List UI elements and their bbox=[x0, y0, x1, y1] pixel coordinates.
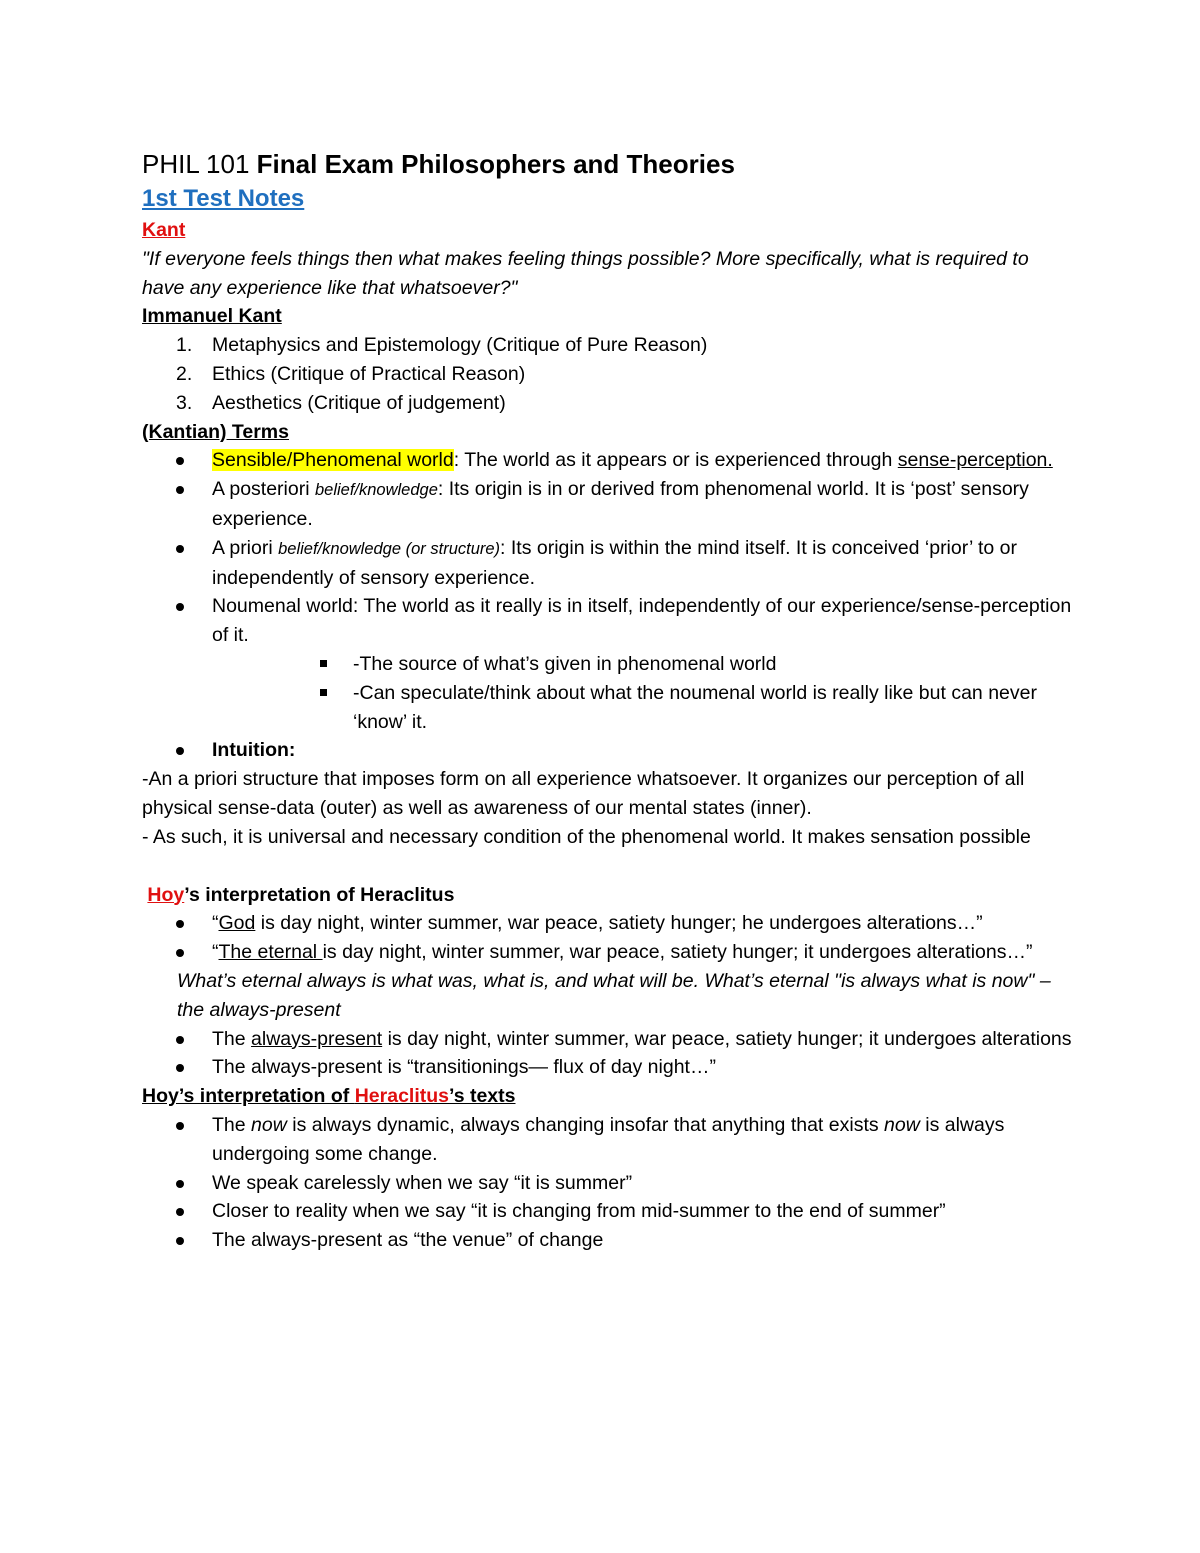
list-item bbox=[142, 1197, 1072, 1226]
bullet-icon bbox=[176, 1237, 184, 1245]
quote-mark: “ bbox=[212, 912, 219, 935]
list-item bbox=[142, 592, 1072, 650]
item-text: Closer to reality when we say “it is changing from mid-summer to the end of summer” bbox=[212, 1200, 946, 1223]
list-item bbox=[142, 1226, 1072, 1255]
hoy-texts-heading bbox=[142, 1082, 1072, 1111]
hoy-list bbox=[142, 909, 1072, 967]
hoy-heading-rest: ’s interpretation of Heraclitus bbox=[184, 883, 455, 906]
bullet-icon bbox=[176, 747, 184, 755]
spacer bbox=[142, 852, 1072, 881]
list-item bbox=[142, 1025, 1072, 1054]
term-highlight: Sensible/Phenomenal world bbox=[212, 449, 454, 472]
heading-part: ’s texts bbox=[449, 1085, 516, 1108]
title-main: Final Exam Philosophers and Theories bbox=[256, 149, 735, 179]
underlined-word: always-present bbox=[251, 1027, 383, 1050]
term-name: A priori bbox=[212, 536, 279, 559]
list-number: 1. bbox=[176, 334, 193, 357]
section-heading-test-notes: 1st Test Notes bbox=[142, 185, 305, 212]
hoy-heading bbox=[142, 881, 1072, 910]
list-text: Aesthetics (Critique of judgement) bbox=[212, 391, 506, 414]
term-definition: : The world as it appears or is experienced through bbox=[453, 449, 898, 472]
sub-list-item bbox=[142, 679, 1072, 737]
list-item bbox=[142, 1111, 1072, 1169]
item-text: is always undergoing some change. bbox=[212, 1113, 1005, 1165]
item-text: is day night, winter summer, war peace, satiety hunger; he undergoes alterations…” bbox=[255, 912, 983, 935]
intuition-paragraph: -An a priori structure that imposes form on all experience whatsoever. It organizes our perception of all physical sense-data (outer) as well as awareness of our mental states (inner). bbox=[142, 768, 1025, 819]
list-item bbox=[142, 446, 1072, 475]
list-item bbox=[142, 475, 1072, 534]
list-number: 2. bbox=[176, 362, 193, 385]
kantian-terms-list bbox=[142, 446, 1072, 765]
italic-word: now bbox=[251, 1113, 287, 1136]
list-item bbox=[142, 1053, 1072, 1082]
item-text: The bbox=[212, 1027, 252, 1050]
sub-list-item bbox=[142, 650, 1072, 679]
quote-mark: “ bbox=[212, 941, 219, 964]
bullet-icon bbox=[176, 545, 184, 553]
eternal-note: What’s eternal always is what was, what is, and what will be. What’s eternal "is always what is now" –the always-present bbox=[177, 969, 1051, 1021]
heading-part: Hoy’s interpretation of bbox=[142, 1085, 355, 1108]
list-number: 3. bbox=[176, 391, 193, 414]
term-underlined: sense-perception. bbox=[897, 449, 1053, 472]
sub-item-text: -Can speculate/think about what the noumenal world is really like but can never ‘know’ it. bbox=[353, 681, 1037, 733]
item-text: The always-present is “transitionings— flux of day night…” bbox=[212, 1056, 716, 1079]
bullet-icon bbox=[176, 1208, 184, 1216]
bullet-icon bbox=[176, 920, 184, 928]
item-text: is always dynamic, always changing insofar that anything that exists bbox=[286, 1113, 885, 1136]
bullet-icon bbox=[176, 603, 184, 611]
term-definition: : Its origin is within the mind itself. It is conceived ‘prior’ to or independently of sensory experience. bbox=[212, 536, 1017, 589]
bullet-icon bbox=[176, 949, 184, 957]
italic-word: now bbox=[884, 1113, 920, 1136]
kant-heading: Kant bbox=[142, 219, 186, 241]
kantian-terms-heading: (Kantian) Terms bbox=[142, 420, 289, 443]
item-text: The always-present as “the venue” of change bbox=[212, 1229, 604, 1252]
list-item bbox=[142, 909, 1072, 938]
intuition-paragraph: - As such, it is universal and necessary condition of the phenomenal world. It makes sensation possible bbox=[142, 825, 1031, 848]
list-item bbox=[142, 534, 1072, 593]
list-text: Ethics (Critique of Practical Reason) bbox=[212, 362, 526, 385]
term-qualifier: belief/knowledge (or structure) bbox=[278, 539, 501, 558]
always-present-list bbox=[142, 1025, 1072, 1083]
title-course: PHIL 101 bbox=[142, 149, 257, 179]
list-item bbox=[142, 360, 1072, 389]
term-definition: Noumenal world: The world as it really is in itself, independently of our experience/sense-perception of it. bbox=[212, 595, 1072, 647]
list-item bbox=[142, 736, 1072, 765]
bullet-icon bbox=[176, 1064, 184, 1072]
list-text: Metaphysics and Epistemology (Critique of Pure Reason) bbox=[212, 334, 708, 357]
bullet-icon bbox=[176, 1036, 184, 1044]
hoy-name: Hoy bbox=[147, 883, 185, 906]
document-body bbox=[142, 146, 1072, 1255]
underlined-word: God bbox=[218, 912, 256, 935]
bullet-icon bbox=[176, 457, 184, 465]
term-qualifier: belief/knowledge bbox=[314, 481, 438, 500]
kant-quote: "If everyone feels things then what makes feeling things possible? More specifically, what is required to have any experience like that whatsoever?" bbox=[142, 247, 1029, 299]
bullet-icon bbox=[176, 1180, 184, 1188]
term-name: Intuition: bbox=[212, 739, 296, 762]
document-title bbox=[142, 146, 1072, 182]
bullet-icon bbox=[176, 486, 184, 494]
square-bullet-icon bbox=[320, 660, 327, 667]
item-text: We speak carelessly when we say “it is summer” bbox=[212, 1171, 633, 1194]
item-text: is day night, winter summer, war peace, satiety hunger; it undergoes alterations…” bbox=[322, 941, 1033, 964]
sub-item-text: -The source of what’s given in phenomenal world bbox=[353, 652, 777, 675]
term-definition: : Its origin is in or derived from phenomenal world. It is ‘post’ sensory experience. bbox=[212, 478, 1029, 530]
square-bullet-icon bbox=[320, 689, 327, 696]
list-item bbox=[142, 938, 1072, 967]
immanuel-kant-heading: Immanuel Kant bbox=[142, 305, 282, 328]
list-item bbox=[142, 389, 1072, 418]
item-text: The bbox=[212, 1113, 252, 1136]
term-name: A posteriori bbox=[212, 478, 315, 501]
item-text: is day night, winter summer, war peace, satiety hunger; it undergoes alterations bbox=[382, 1027, 1072, 1050]
bullet-icon bbox=[176, 1122, 184, 1130]
hoy-texts-list bbox=[142, 1111, 1072, 1255]
list-item bbox=[142, 331, 1072, 360]
kant-works-list bbox=[142, 331, 1072, 417]
heraclitus-name: Heraclitus bbox=[354, 1085, 450, 1108]
list-item bbox=[142, 1169, 1072, 1198]
underlined-word: The eternal bbox=[218, 941, 323, 964]
